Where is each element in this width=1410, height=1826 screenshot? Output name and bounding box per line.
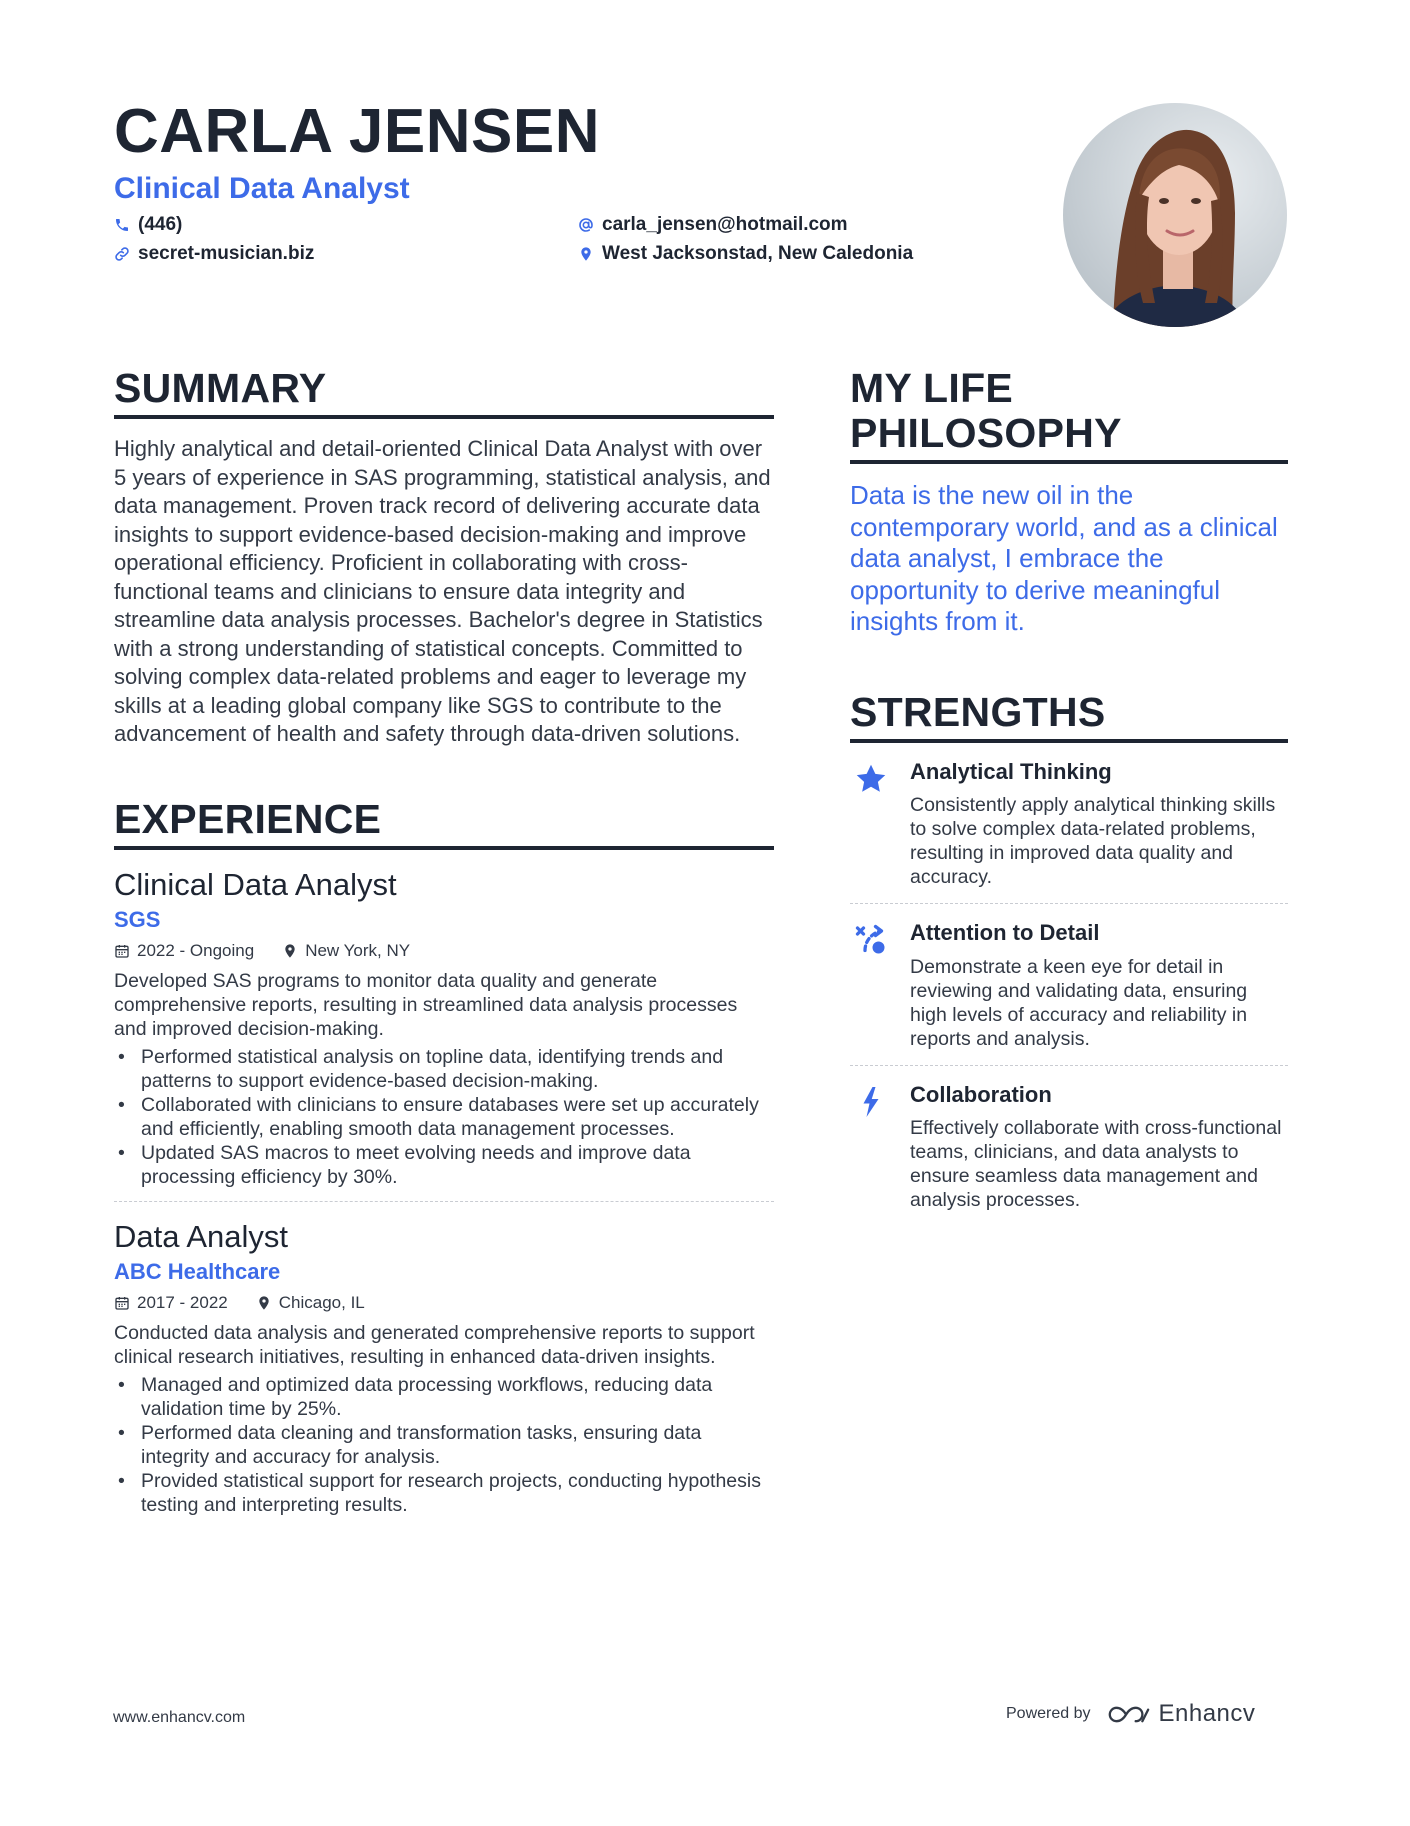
bullet-item: • Performed data cleaning and transformation tasks, ensuring data integrity and accuracy for analysis. [114,1421,774,1469]
experience-heading: EXPERIENCE [114,797,774,850]
right-column [850,366,1288,1226]
philosophy-heading: MY LIFE PHILOSOPHY [850,366,1288,464]
bullet-item: • Collaborated with clinicians to ensure databases were set up accurately and efficiently, enabling smooth data management processes. [114,1093,774,1141]
summary-text: Highly analytical and detail-oriented Clinical Data Analyst with over 5 years of experience in SAS programming, statistical analysis, and data management. Proven track record of delivering accurate data insights to support evidence-based decision-making and improve operational efficiency. Proficient in collaborating with cross-functional teams and clinicians to ensure data integrity and streamline data analysis processes. Bachelor's degree in Statistics with a strong understanding of statistical concepts. Committed to solving complex data-related problems and eager to leverage my skills at a leading global company like SGS to contribute to the advancement of health and safety through data-driven solutions. [114,436,771,747]
email-value: carla_jensen@hotmail.com [602,214,848,235]
summary-heading: SUMMARY [114,366,774,419]
strengths-section [850,690,1288,1226]
job-bullets [114,1045,774,1189]
strength-body [910,920,1288,1050]
job-role: Clinical Data Analyst [114,866,397,902]
contact-website[interactable] [114,243,578,265]
brand-logo[interactable] [1105,1700,1256,1728]
powered-by [1006,1700,1255,1728]
strength-title: Attention to Detail [910,920,1100,946]
strength-body [910,1082,1288,1212]
experience-section [114,797,774,1517]
phone-value: (446) [138,214,183,235]
job-description: Conducted data analysis and generated comprehensive reports to support clinical research initiatives, resulting in enhanced data-driven insights. [114,1322,755,1369]
job-dates [114,1293,228,1313]
bullet-item: • Updated SAS macros to meet evolving needs and improve data processing efficiency by 30%. [114,1141,774,1189]
left-column [114,366,774,1517]
star-icon [853,761,889,797]
link-icon [114,246,130,262]
philosophy-text: Data is the new oil in the contemporary world, and as a clinical data analyst, I embrace the opportunity to derive meaningful insights from it. [850,480,1278,637]
job-location-value: Chicago, IL [278,1293,365,1313]
job-meta [114,941,774,961]
strength-item [850,743,1288,903]
location-pin-icon [282,943,298,959]
job-company: ABC Healthcare [114,1259,281,1285]
avatar [1063,103,1287,327]
strength-item [850,1065,1288,1226]
phone-icon [114,217,130,233]
job-location [256,1293,365,1313]
experience-item [114,1201,774,1517]
philosophy-section [850,366,1288,638]
strength-description: Effectively collaborate with cross-functional teams, clinicians, and data analysts to ensure seamless data management and analysis processes. [910,1116,1282,1211]
contact-email[interactable] [578,214,934,236]
job-description: Developed SAS programs to monitor data quality and generate comprehensive reports, resulting in streamlined data analysis processes and improved decision-making. [114,969,738,1040]
job-company: SGS [114,906,161,932]
contact-list [114,214,934,265]
website-value: secret-musician.biz [138,243,315,264]
strengths-heading: STRENGTHS [850,690,1288,743]
bullet-item: • Provided statistical support for research projects, conducting hypothesis testing and interpreting results. [114,1469,774,1517]
at-icon [578,217,594,233]
bullet-item: • Managed and optimized data processing workflows, reducing data validation time by 25%. [114,1373,774,1421]
candidate-name: CARLA JENSEN [114,97,600,166]
location-value: West Jacksonstad, New Caledonia [602,243,914,264]
job-location [282,941,410,961]
job-dates-value: 2017 - 2022 [137,1293,228,1313]
enhancv-logo-icon [1105,1703,1151,1726]
job-dates [114,941,254,961]
lightning-icon [853,1084,889,1120]
strength-title: Collaboration [910,1081,1052,1107]
target-path-icon [853,922,889,958]
job-location-value: New York, NY [305,940,411,960]
strength-item [850,903,1288,1064]
job-bullets [114,1373,774,1517]
calendar-icon [114,943,130,959]
experience-item [114,850,774,1189]
strength-icon-wrap [850,920,892,1050]
brand-name: Enhancv [1158,1700,1256,1727]
job-meta [114,1293,774,1313]
summary-section [114,366,774,749]
bullet-item: • Performed statistical analysis on topline data, identifying trends and patterns to support evidence-based decision-making. [114,1045,774,1093]
strength-description: Consistently apply analytical thinking skills to solve complex data-related problems, resulting in improved data quality and accuracy. [910,794,1276,889]
powered-by-label: Powered by [1006,1705,1091,1722]
location-pin-icon [578,246,594,262]
avatar-photo-icon [1063,103,1287,327]
contact-phone[interactable] [114,214,578,236]
strength-title: Analytical Thinking [910,758,1112,784]
job-dates-value: 2022 - Ongoing [137,940,255,960]
strength-description: Demonstrate a keen eye for detail in reviewing and validating data, ensuring high levels of accuracy and reliability in reports and analysis. [910,955,1248,1050]
contact-location [578,243,934,265]
calendar-icon [114,1295,130,1311]
candidate-title: Clinical Data Analyst [114,172,410,205]
footer-website-link[interactable]: www.enhancv.com [113,1709,246,1726]
location-pin-icon [256,1295,272,1311]
strength-icon-wrap [850,759,892,889]
job-role: Data Analyst [114,1218,289,1254]
strength-icon-wrap [850,1082,892,1212]
strength-body [910,759,1288,889]
